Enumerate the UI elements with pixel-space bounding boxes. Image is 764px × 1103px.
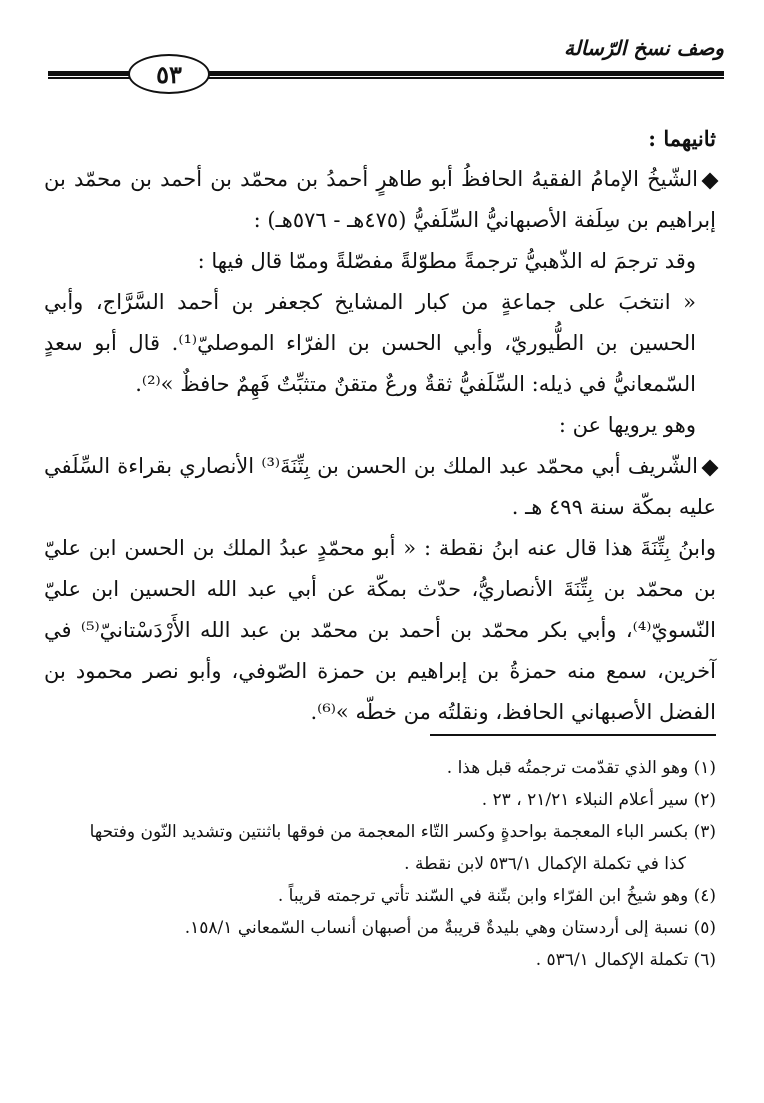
diamond-bullet-icon <box>702 459 719 476</box>
paragraph-text: الشّريف أبي محمّد عبد الملك بن الحسن بن بِتِّنَةَ⁽³⁾ الأنصاري بقراءة السِّلَفي عليه بمكّة سنة ٤٩٩ هـ . <box>44 454 716 519</box>
footnote-5: (٥) نسبة إلى أردستان وهي بليدةٌ قريبةٌ من أصبهان أنساب السّمعاني ١٥٨/١. <box>184 918 716 938</box>
running-title: وصف نسخ الرّسالة <box>564 36 724 60</box>
paragraph-dhahabi-intro: وقد ترجمَ له الذّهبيُّ ترجمةً مطوّلةً مفصّلةً وممّا قال فيها : <box>197 249 696 273</box>
footnote-3-continuation: كذا في تكملة الإكمال ٥٣٦/١ لابن نقطة . <box>404 854 686 874</box>
paragraph-text: الشّيخُ الإمامُ الفقيهُ الحافظُ أبو طاهرٍ أحمدُ بن محمّد بن أحمد بن محمّد بن إبراهيم بن سِلَفة الأصبهانيُّ السِّلَفيُّ (٤٧٥هـ - ٥٧٦هـ) : <box>44 167 716 232</box>
paragraph-narrates-from: وهو يرويها عن : <box>558 413 696 437</box>
paragraph-entry-sharif <box>44 446 716 528</box>
paragraph-entry-silafi <box>44 159 716 241</box>
paragraph-quotation: « انتخبَ على جماعةٍ من كبار المشايخ كجعفر بن أحمد السَّرَّاج، وأبي الحسين بن الطُّيوريّ، وأبي الحسن بن الفرّاء الموصليّ⁽¹⁾. قال أبو سعدٍ السّمعانيُّ في ذيله: السِّلَفيُّ ثقةٌ ورعٌ متقنٌ متثبِّتٌ فَهِمٌ حافظٌ »⁽²⁾. <box>44 290 696 396</box>
footnote-4: (٤) وهو شيخُ ابن الفرّاء وابن بتّنة في السّند تأتي ترجمته قريباً . <box>277 886 716 906</box>
section-heading: ثانيهما : <box>648 126 716 151</box>
diamond-bullet-icon <box>702 172 719 189</box>
footnote-6: (٦) تكملة الإكمال ٥٣٦/١ . <box>535 950 716 970</box>
footnote-separator <box>430 734 716 736</box>
paragraph-ibn-battina: وابنُ بِتِّنَةَ هذا قال عنه ابنُ نقطة : « أبو محمّدٍ عبدُ الملك بن الحسن ابن عليّ بن محمّد بن بِتِّنَةَ الأنصاريُّ، حدّث بمكّة عن أبي عبد الله الحسين ابن عليّ النّسويّ⁽⁴⁾، وأبي بكر محمّد بن أحمد بن محمّد بن عبد الله الأَرْدَسْتانيّ⁽⁵⁾ في آخرين، سمع منه حمزةُ بن إبراهيم بن حمزة الصّوفي، وأبو نصر محمود بن الفضل الأصبهاني الحافظ، ونقلتُه من خطّه »⁽⁶⁾. <box>44 536 716 724</box>
footnote-3: (٣) بكسر الباء المعجمة بواحدةٍ وكسر التّاء المعجمة من فوقها باثنتين وتشديد النّون وفتحها <box>89 822 716 842</box>
footnote-1: (١) وهو الذي تقدّمت ترجمتُه قبل هذا . <box>446 758 716 778</box>
footnotes <box>44 752 716 976</box>
footnote-2: (٢) سير أعلام النبلاء ٢١/٢١ ، ٢٣ . <box>481 790 716 810</box>
page-number: ٥٣ <box>128 54 210 94</box>
body-text <box>44 118 716 733</box>
